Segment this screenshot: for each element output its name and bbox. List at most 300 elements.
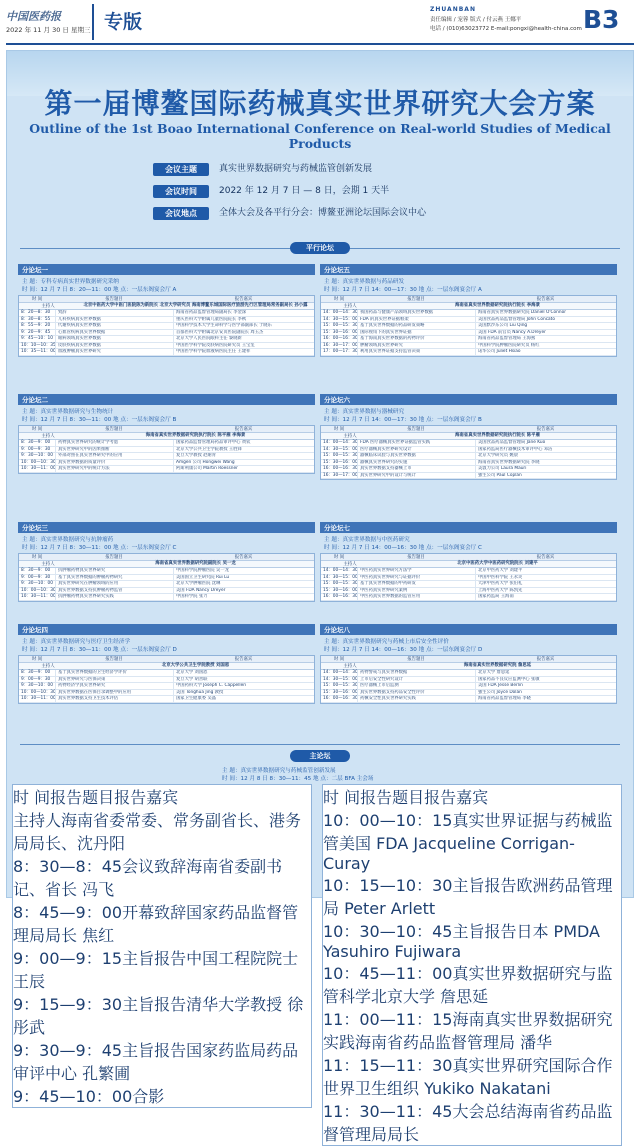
time-cell: 10：00—10：15 [323,811,453,830]
session-time: 时 间：12 月 7 日 8：30—11：00 地 点：一层东阁宴会厅 C [22,545,177,551]
topic-cell: 主旨报告 [122,995,187,1014]
table-header-row [321,554,616,561]
contact-line: 电话 / (010)63023772 E-mail:pongxi@health-china.com [430,26,582,32]
host-label: 主持人 [41,562,55,567]
speaker-cell: 首都医科大学附属北京安贞医院副院长 周玉杰 [173,330,314,336]
table-header-row [19,656,314,663]
table-row [19,594,314,601]
session-header [320,522,617,533]
topic-cell: FDA 医疗器械真实世界证据监管实践 [357,440,475,446]
table-header-cell: 报告题目 [407,297,425,302]
table-row [323,873,621,919]
header-divider [92,4,94,40]
table-header-cell: 报告题目 [50,788,115,807]
time-cell: 14：30—15：00 [323,676,358,682]
speaker-cell: 复旦大学教授 赵耐青 [173,453,314,459]
topic-cell: 抗肿瘤药物真实世界研究实践 [55,594,173,600]
time-cell: 15：00—15：30 [323,453,358,458]
table-header-cell: 报告嘉宾 [536,555,555,560]
topic-cell: 真实世界证据与药械监管 [323,811,613,853]
time-cell: 10：00—10：30 [21,459,56,465]
host-name: 海南省真实世界数据研究院副院长 吴一龙 [155,561,236,566]
speaker-cell: 世界卫生组织 Yukiko Nakatani [323,1079,551,1098]
session-theme: 主 题：真实世界数据与中医药研究 [324,537,410,543]
time-cell: 14：00—14：30 [323,670,358,675]
time-cell: 10：00—10：30 [21,689,56,695]
session-table [18,655,315,704]
table-header-cell: 报告嘉宾 [536,297,555,302]
info-label: 会议地点 [153,207,209,220]
speaker-cell: 国家卫生健康委 吴晶 [173,696,314,702]
session-theme: 主 题：真实世界数据研究与医疗卫生经济学 [22,639,131,645]
topic-cell: 药物真实世界研究的统计学考虑 [55,440,173,446]
table-row [321,473,616,480]
topic-cell: 中医药真实世界数据的监管应用 [357,594,475,600]
table-header-row [321,656,616,663]
topic-cell: 真实世界研究中的因果推断 [55,447,173,453]
info-label: 会议主题 [153,163,209,176]
table-header-cell: 时 间 [31,657,43,662]
main-forum-theme: 主 题：真实世界数据研究与药械监管创新发展 [222,768,336,774]
speaker-cell: 北京大学研究员 姚晨 [475,453,616,459]
session-time: 时 间：12 月 7 日 14：00—16：30 地 点：一层东阁宴会厅 D [324,647,483,653]
speaker-cell: 复旦大学 胡善联 [173,677,314,683]
topic-cell: 儿科疾病真实世界数据 [55,317,173,323]
speaker-cell: 中国医学科学院皮肤病医院研究员 王宝玺 [173,343,314,349]
host-label: 主持人 [343,434,357,439]
topic-cell: 基于真实世界数据的中药研发 [357,581,475,587]
time-cell: 8：30—8：55 [21,316,51,322]
topic-cell: 基于海南真实世界数据的药物评价 [357,336,475,342]
topic-cell: 代谢疾病真实世界数据 [55,323,173,329]
session-time: 时 间：12 月 7 日 8：20—11：00 地 点：一层东阁宴会厅 A [22,287,177,293]
time-cell: 11：15—11：30 [323,1056,453,1075]
speaker-cell: 国家药品不良反应监测中心 张敏 [475,677,616,683]
speaker-cell: 海南省药品监督管理局 潘华 [355,1033,553,1052]
time-cell: 10：15—10：30 [323,876,453,895]
main-forum-table-right [322,784,622,1146]
session-time: 时 间：12 月 7 日 14：00—16：30 地 点：一层东阁宴会厅 C [324,545,482,551]
topic-cell: 真实世界数据支持器械上市 [357,466,475,472]
table-header-row [19,554,314,561]
speaker-cell: 阿斯利康公司 Martin Roessner [173,466,314,472]
speaker-cell: 天津中医药大学 张伯礼 [475,581,616,587]
parallel-forum-label: 平行论坛 [290,242,350,254]
table-header-row [321,296,616,303]
table-header-cell: 报告题目 [105,657,123,662]
table-row [13,946,311,992]
topic-cell: 致辞 [55,310,173,316]
main-forum-label: 主论坛 [290,750,350,762]
host-row [321,663,616,670]
topic-cell: 基于真实世界数据的卫生经济学评价 [55,670,173,676]
table-row [321,696,616,703]
editors-line: 责任编辑 / 宠蓉 版式 / 付云燕 王娜平 [430,17,522,23]
table-header-cell: 报告嘉宾 [234,427,253,432]
host-row [19,663,314,670]
topic-cell: 药物经济学真实世界研究 [55,683,173,689]
speaker-cell: 海南省委副书记、省长 冯飞 [13,857,283,899]
time-cell: 8：30—9：00 [21,440,51,445]
speaker-cell: 海南省真实世界数据研究院 Daniel O'Connor [475,310,616,316]
speaker-cell: 海南省药品监督管理局 李晓 [475,696,616,702]
time-cell: 9：15—9：30 [13,995,123,1014]
time-cell: 16：30—17：00 [323,342,358,348]
time-cell: 8：30—8：45 [13,857,123,876]
host-row [19,303,314,310]
topic-cell: 真实世界数据支持抗肿瘤药物监管 [55,588,173,594]
section-title: 专版 [104,11,143,33]
speaker-cell: 重庆医科大学附属儿童医院院长 李秋 [173,317,314,323]
host-name: 海南省委常委、常务副省长、港务局局长、沈丹阳 [13,811,302,853]
speaker-cell: 北京中医药大学 刘建平 [475,568,616,574]
speaker-cell: Amgen 公司 Hongwei Wang [173,460,314,466]
speaker-cell: 北京大学人民医院眼科主任 黎晓新 [173,336,314,342]
session-title: 分论坛七 [324,524,350,532]
table-header-cell: 时 间 [333,297,345,302]
time-cell: 8：30—9：00 [21,568,51,573]
table-header-cell: 报告嘉宾 [234,657,253,662]
time-cell: 14：00—14：30 [323,568,358,573]
page-number: B3 [583,5,620,34]
table-header-cell: 报告题目 [105,555,123,560]
session-time: 时 间：12 月 7 日 8：30—11：00 地 点：一层东阁宴会厅 B [22,417,177,423]
speaker-cell: 中国工程院院士 王辰 [13,949,299,991]
table-header-cell: 时 间 [323,788,361,807]
host-label: 主持人 [343,664,357,669]
time-cell: 9：30—9：45 [13,1041,123,1060]
session-header [18,522,315,533]
topic-cell: 抗肿瘤药物真实世界研究 [55,568,173,574]
speaker-cell: 日本 PMDA Yasuhiro Fujiwara [323,922,600,961]
main-forum-table-left [12,784,312,1108]
host-name: 海南省真实世界数据研究院执行院长 陈平雁 [455,433,540,438]
speaker-cell: 美国食品药品监督管理局 Jane Kuo [475,440,616,446]
session-title: 分论坛八 [324,626,350,634]
info-label: 会议时间 [153,185,209,198]
topic-cell: 皮肤疾病真实世界数据 [55,343,173,349]
time-cell: 9：00—9：30 [21,574,51,580]
speaker-cell: 强生公司 Joyce Dolan [475,690,616,696]
session-title: 分论坛二 [22,396,48,404]
host-label: 主持人 [343,562,357,567]
time-cell: 15：30—16：00 [323,459,358,465]
host-name: 北京中医药大学中医门医院陈为新院长 北京大学研究员 海南博鳌乐城国际医疗旅游先行区管理局常务副局长 孙小露 [83,303,308,308]
topic-cell: 真实世界研究在肿瘤领域的应用 [55,581,173,587]
host-label: 主持人 [41,304,55,309]
table-row [13,1038,311,1084]
table-header-cell: 报告题目 [407,427,425,432]
topic-cell: 会议致辞 [122,857,187,876]
topic-cell: 真实世界数据支持卫生技术评估 [55,696,173,702]
speaker-cell: 中国科学院肿瘤医院研究员 杨红 [475,343,616,349]
table-header-cell: 时 间 [31,555,43,560]
host-name: 海南省真实世界数据研究院执行院长 陈平雁 李海景 [145,433,246,438]
time-cell: 9：00—9：15 [13,949,123,968]
host-row [321,433,616,440]
session-title: 分论坛五 [324,266,350,274]
session-header [18,394,315,405]
speaker-cell: 美国 Tonghua Jing 教授 [173,690,314,696]
table-row [323,1099,621,1145]
time-cell: 10：45—11：00 [323,964,453,983]
topic-cell: 上市后安全性研究设计 [357,677,475,683]
table-row [321,594,616,601]
table-header-cell: 报告嘉宾 [114,788,179,807]
session-title: 分论坛一 [22,266,48,274]
session-header [18,264,315,275]
session-theme: 主 题：真实世界数据研究与抗肿瘤药 [22,537,114,543]
table-header-cell: 报告题目 [407,555,425,560]
table-header-row [323,785,621,808]
page-header [0,0,640,44]
time-cell: 15：30—16：00 [323,587,358,593]
paper-name: 中国医药报 [6,10,61,23]
topic-cell: 心血管疾病真实世界数据 [55,330,173,336]
speaker-cell: 美国默沙东公司 Liu Qing [475,323,616,329]
host-name: 海南省真实世界数据研究院执行院长 李海景 [455,303,540,308]
time-cell: 10：30—10：45 [323,922,453,941]
section-divider [20,744,620,745]
speaker-cell: 北京大学 詹思延 [371,987,489,1006]
session-time: 时 间：12 月 7 日 8：30—11：00 地 点：一层东阁宴会厅 D [22,647,177,653]
table-header-row [19,426,314,433]
main-forum-time: 时 间：12 月 8 日 8：30—11：45 地 点：二层 BFA 主会场 [222,776,374,782]
time-cell: 14：00—14：30 [323,310,358,315]
topic-cell: 主旨报告 [122,949,187,968]
time-cell: 10：30—11：00 [21,466,56,471]
table-header-cell: 时 间 [333,657,345,662]
speaker-cell: 中国药科大学 Joseph C. Cappelleri [173,683,314,689]
topic-cell: 真实世界数据研究与监管科学 [323,964,613,1006]
session-title: 分论坛六 [324,396,350,404]
speaker-cell: 北京大学肿瘤医院 沈琳 [173,581,314,587]
table-row [19,696,314,703]
topic-cell: 真实世界数据在医保目录调整中的应用 [55,690,173,696]
time-cell: 9：45—10：00 [13,1087,133,1106]
session-header [320,624,617,635]
time-cell: 11：00—11：15 [323,1010,453,1029]
table-header-row [321,426,616,433]
session-theme: 主 题：真实世界数据研究与生物统计 [22,409,114,415]
session-time: 时 间：12 月 7 日 14：00—17：30 地 点：一层东阁宴会厅 B [324,417,482,423]
host-label: 主持人 [41,434,55,439]
topic-cell: 中医药真实世界研究与证据评价 [357,575,475,581]
time-cell: 14：30—15：00 [323,574,358,580]
table-header-cell: 报告嘉宾 [536,427,555,432]
speaker-cell: 中国中医科学院 王永炎 [475,575,616,581]
time-cell: 16：30—17：00 [323,472,358,478]
topic-cell: 基于真实世界数据的肿瘤药物研究 [55,575,173,581]
topic-cell: 开幕致辞 [122,903,187,922]
topic-cell: 真实世界研究国际合作 [452,1056,613,1075]
topic-cell: 主旨报告 [122,1041,187,1060]
topic-cell: 外部对照在真实世界研究中的应用 [55,453,173,459]
time-cell: 9：00—9：30 [21,446,51,452]
session-header [320,264,617,275]
topic-cell: 主旨报告 [452,876,517,895]
info-theme [153,163,533,176]
time-cell: 9：30—10：00 [21,581,54,586]
speaker-cell: 北京大学 刘国恩 [173,670,314,676]
topic-cell: 器械临床试验与真实世界数据 [357,453,475,459]
table-header-cell: 报告嘉宾 [234,555,253,560]
table-header-cell: 时 间 [13,788,51,807]
topic-cell: 器械真实世界研究的实施 [357,460,475,466]
info-value: 全体大会及各平行分会：博鳌亚洲论坛国际会议中心 [219,208,427,218]
time-cell: 9：20—9：45 [21,329,51,335]
table-header-cell: 时 间 [31,297,43,302]
topic-cell: 合影 [132,1087,165,1106]
time-cell: 10：10—10：35 [21,342,56,348]
session-theme: 主 题：专科专病真实世界数据研究采纳 [22,279,119,285]
speaker-cell: 北京大学 詹思延 [475,670,616,676]
session-time: 时 间：12 月 7 日 14：00—17：30 地 点：一层东阁宴会厅 A [324,287,482,293]
table-header-row [13,785,311,808]
speaker-cell: 欧洲药品管理局 Peter Arlett [323,876,613,918]
table-row [13,1084,311,1107]
topic-cell: 肿瘤领域真实世界研究 [357,343,475,349]
topic-cell: 药物警戒与真实世界数据 [357,670,475,676]
session-table [320,295,617,357]
time-cell: 10：30—11：00 [21,594,56,599]
speaker-cell: 美国 FDA Nancy Dreyer [173,588,314,594]
host-label: 主持人 [13,811,62,830]
session-table [320,425,617,480]
speaker-cell: 强生公司 Paul Coplan [475,473,616,479]
time-cell: 15：30—16：00 [323,329,358,335]
time-cell: 16：00—16：30 [323,466,358,471]
section-pinyin: ZHUANBAN [430,6,476,13]
info-time [153,185,533,198]
session-title: 分论坛三 [22,524,48,532]
time-cell: 17：00—17：30 [323,349,358,354]
table-header-cell: 报告嘉宾 [536,657,555,662]
topic-cell: 真实世界研究与医保决策 [55,677,173,683]
host-name: 北京大学公共卫生学院教授 刘国恩 [161,663,230,668]
table-header-cell: 时 间 [31,427,43,432]
time-cell: 15：30—16：00 [323,689,358,695]
host-name: 北京中医药大学中医药研究院院长 刘建平 [457,561,538,566]
host-row [321,561,616,568]
topic-cell: 真实世界研究中的设计与统计 [357,473,475,479]
table-header-cell: 报告题目 [105,297,123,302]
topic-cell: 我国药品与健康产品领域真实世界数据 [357,310,475,316]
topic-cell: 基于真实世界数据的药品研发策略 [357,323,475,329]
time-cell: 9：30—10：00 [21,683,54,688]
date-line: 2022 年 11 月 30 日 星期三 [6,26,91,34]
speaker-cell: 中国科学院肿瘤医院 吴一龙 [173,568,314,574]
speaker-cell: 国家药监局 王海南 [475,594,616,600]
speaker-cell: 海南省真实世界数据研究院 李晓 [475,460,616,466]
speaker-cell: 国家药品监督管理局药品审评中心 黄钦 [173,440,314,446]
table-row [323,961,621,1007]
speaker-cell: 清华大学教授 徐彤武 [13,995,304,1037]
time-cell: 9：45—10：10 [21,336,54,341]
info-venue [153,207,533,220]
info-value: 真实世界数据研究与药械监管创新发展 [219,164,373,174]
time-cell: 9：30—10：00 [21,453,54,458]
topic-cell: 中医药真实世界研究案例 [357,588,475,594]
speaker-cell: 海南省药品监督管理局 王海燕 [475,336,616,342]
session-table [18,553,315,602]
time-cell: 11：30—11：45 [323,1102,453,1121]
table-row [323,1053,621,1099]
host-row [321,303,616,310]
time-cell: 8：20—8：30 [21,310,51,315]
session-table [320,655,617,704]
table-row [19,466,314,473]
topic-cell: 海南真实世界数据研究实践 [323,1010,613,1052]
info-value: 2022 年 12 月 7 日 — 8 日，会期 1 天半 [219,186,390,196]
topic-cell: 国际视角下的真实世界证据 [357,330,475,336]
table-row [13,854,311,900]
speaker-cell: 海南省药品监督管理局副局长 李金深 [173,310,314,316]
table-row [323,919,621,961]
speaker-cell: 美国食品药品监督管理局 John Concato [475,317,616,323]
speaker-cell: 国家药品监督管理局局长 焦红 [13,903,299,945]
header-rule [6,43,634,45]
table-header-cell: 报告题目 [105,427,123,432]
time-cell: 14：30—15：00 [323,316,358,322]
table-row [323,1007,621,1053]
topic-cell: 眼病领域真实世界数据 [55,336,173,342]
session-header [320,394,617,405]
time-cell: 14：00—14：30 [323,440,358,445]
session-header [18,624,315,635]
topic-cell: 医疗器械上市后监测 [357,683,475,689]
speaker-cell: 北京大学公共卫生学院教授 王胜锋 [173,447,314,453]
time-cell: 16：00—16：30 [323,594,358,599]
host-name: 海南省真实世界数据研究院 詹思延 [463,663,532,668]
table-header-cell: 报告题目 [407,657,425,662]
topic-cell: 大会总结 [452,1102,517,1121]
time-cell: 16：00—16：30 [323,696,358,701]
session-table [18,425,315,474]
session-theme: 主 题：真实世界数据与器械研究 [324,409,405,415]
time-cell: 15：00—15：30 [323,581,358,586]
table-header-cell: 报告题目 [360,788,425,807]
speaker-cell: 上海中医药大学 陈凯先 [475,588,616,594]
speaker-cell: 美国国立卫生研究院 Rui Lu [173,575,314,581]
session-table [18,295,315,357]
speaker-cell: 美国 FDA Jesse Berlin [475,683,616,689]
host-label: 主持人 [343,304,357,309]
topic-cell: 药械安全性真实世界研究实践 [357,696,475,702]
speaker-cell: 美国 FDA 前官员 Nancy A.Dreyer [475,330,616,336]
session-theme: 主 题：真实世界数据与药品研发 [324,279,405,285]
time-cell: 15：00—15：30 [323,683,358,688]
table-header-cell: 报告嘉宾 [234,297,253,302]
speaker-cell: 中国科学院 张力 [173,594,314,600]
topic-cell: 主旨报告 [452,922,517,941]
table-row [321,349,616,356]
table-header-row [19,296,314,303]
host-row [13,808,311,854]
speaker-cell: 国家药监局药品审评中心 孔繁圃 [13,1041,299,1083]
time-cell: 10：35—11：00 [21,349,56,354]
topic-cell: 真实世界数据的质量评价 [55,460,173,466]
session-theme: 主 题：真实世界数据研究与药械上市后安全性评价 [324,639,449,645]
speaker-cell: 美敦力公司 Laura Mauri [475,466,616,472]
session-table [320,553,617,602]
time-cell: 14：30—15：00 [323,446,358,452]
table-header-cell: 时 间 [333,427,345,432]
topic-cell: 医疗器械真实世界研究设计 [357,447,475,453]
speaker-cell: 中国科学技术大学生命科学与医学部副部长 于晓东 [173,323,314,329]
table-row [13,900,311,946]
host-label: 主持人 [41,664,55,669]
